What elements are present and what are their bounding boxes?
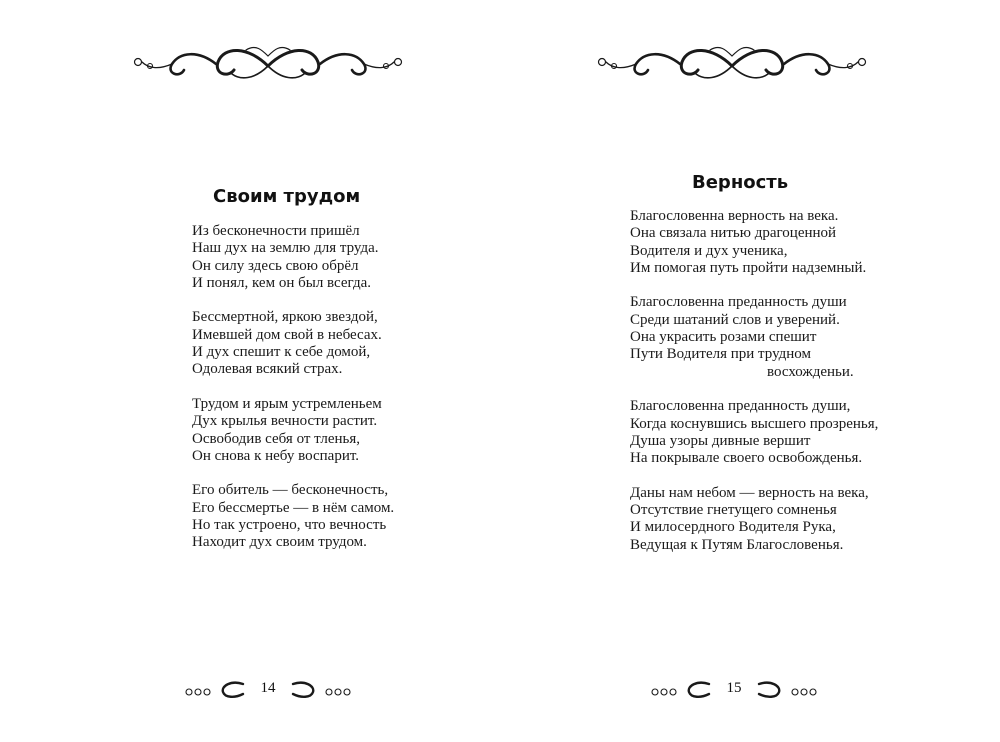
poem-line: И дух спешит к себе домой, — [192, 344, 371, 361]
poem-line: И понял, кем он был всегда. — [192, 274, 371, 291]
stanza — [192, 482, 394, 551]
swirl-ornament-icon — [757, 680, 819, 700]
poem-body — [192, 223, 394, 569]
stanza — [192, 309, 394, 378]
flourish-ornament-icon — [592, 40, 872, 86]
swirl-ornament-icon — [291, 680, 353, 700]
poem-line: Его бессмертье — в нём самом. — [192, 499, 395, 516]
stanza — [630, 208, 878, 277]
poem-line: Душа узоры дивные вершит — [630, 432, 811, 449]
poem-title: Своим трудом — [213, 186, 361, 207]
poem-line: Трудом и ярым устремленьем — [192, 395, 382, 412]
poem-line: Имевшей дом свой в небесах. — [192, 326, 382, 343]
poem-line: Он снова к небу воспарит. — [192, 447, 360, 464]
poem-line: Освободив себя от тленья, — [192, 430, 361, 447]
poem-line: Наш дух на землю для труда. — [192, 240, 379, 257]
poem-line: Благословенна преданность души, — [630, 398, 851, 415]
poem-line: Даны нам небом — верность на века, — [630, 484, 869, 501]
page-footer — [649, 678, 819, 702]
page-number: 14 — [260, 680, 276, 696]
poem-line: Его обитель — бесконечность, — [192, 482, 389, 499]
poem-line: Из бесконечности пришёл — [192, 223, 360, 239]
page-footer — [183, 678, 353, 702]
poem-line: восхожденьи. — [767, 363, 854, 380]
poem-line: Он силу здесь свою обрёл — [192, 257, 359, 274]
poem-line: Благословенна преданность души — [630, 294, 847, 311]
poem-line: Но так устроено, что вечность — [192, 517, 387, 534]
poem-line: Дух крылья вечности растит. — [192, 413, 378, 430]
poem-line: Им помогая путь пройти надземный. — [630, 259, 867, 276]
poem-line: Среди шатаний слов и уверений. — [630, 311, 840, 328]
poem-line: Пути Водителя при трудном — [630, 346, 812, 363]
right-page — [500, 0, 1000, 742]
poem-line: Она украсить розами спешит — [630, 329, 817, 346]
poem-line: Ведущая к Путям Благословенья. — [630, 536, 844, 553]
stanza — [630, 398, 878, 467]
poem-line: Благословенна верность на века. — [630, 208, 839, 224]
stanza — [630, 294, 878, 380]
poem-line: Находит дух своим трудом. — [192, 534, 367, 551]
poem-line: Одолевая всякий страх. — [192, 361, 343, 378]
poem-line: Когда коснувшись высшего прозренья, — [630, 415, 879, 432]
flourish-ornament-icon — [128, 40, 408, 86]
poem-line: На покрывале своего освобожденья. — [630, 450, 863, 467]
page-number: 15 — [726, 680, 742, 696]
poem-line: Бессмертной, яркою звездой, — [192, 309, 378, 326]
poem-line: И милосердного Водителя Рука, — [630, 519, 836, 536]
poem-body — [630, 208, 878, 571]
poem-title: Верность — [692, 172, 789, 193]
poem-line: Отсутствие гнетущего сомненья — [630, 502, 837, 519]
poem-line: Она связала нитью драгоценной — [630, 225, 837, 242]
stanza — [192, 396, 394, 465]
stanza — [630, 485, 878, 554]
stanza — [192, 223, 394, 292]
poem-line: Водителя и дух ученика, — [630, 242, 788, 259]
